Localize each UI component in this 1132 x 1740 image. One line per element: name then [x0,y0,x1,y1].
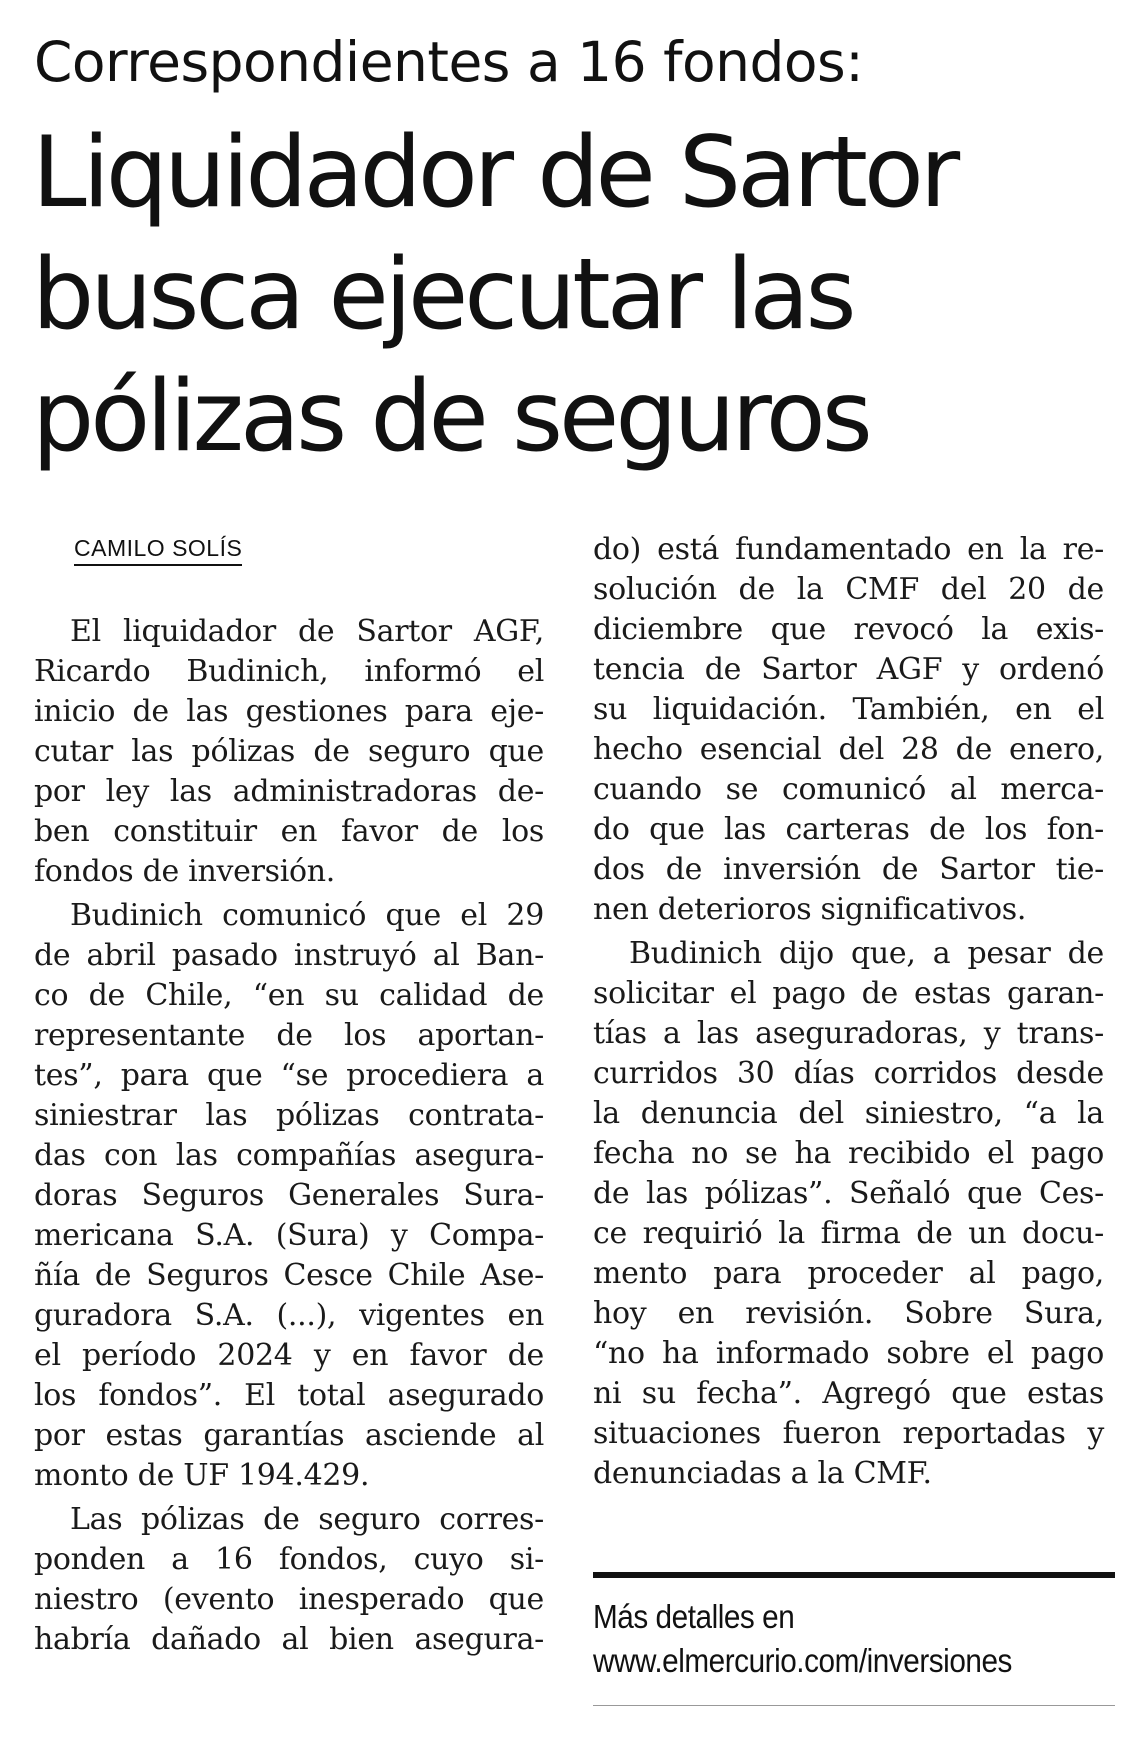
body-text-line: mento para proceder al pago, [593,1256,1104,1291]
body-text-line: representante de los aportan- [34,1018,544,1053]
footer-rule [593,1572,1115,1578]
body-text-line: ni su fecha”. Agregó que estas [593,1376,1104,1411]
body-text-line: el período 2024 y en favor de [34,1338,544,1373]
body-text-line: nen deterioros significativos. [593,892,1027,927]
body-text-line: doras Seguros Generales Sura- [34,1178,544,1213]
headline-line: Liquidador de Sartor [32,116,957,230]
body-text-line: curridos 30 días corridos desde [593,1056,1104,1091]
body-text-line: do) está fundamentado en la re- [593,532,1104,567]
body-text-line: tes”, para que “se procediera a [34,1058,544,1093]
body-text-line: diciembre que revocó la exis- [593,612,1104,647]
headline [32,112,1112,478]
headline-line: busca ejecutar las [32,238,853,352]
kicker: Correspondientes a 16 fondos: [34,30,864,94]
body-text-line: cutar las pólizas de seguro que [34,734,544,769]
body-text-line: siniestrar las pólizas contrata- [34,1098,544,1133]
body-text-line: tencia de Sartor AGF y ordenó [593,652,1104,687]
byline: CAMILO SOLÍS [74,535,242,566]
body-text-line: ponden a 16 fondos, cuyo si- [34,1542,544,1577]
body-text-line: fondos de inversión. [34,854,336,889]
body-text-line: solución de la CMF del 20 de [593,572,1104,607]
body-text-line: denunciadas a la CMF. [593,1456,932,1491]
body-text-line: habría dañado al bien asegura- [34,1622,544,1657]
body-text-line: mericana S.A. (Sura) y Compa- [34,1218,544,1253]
body-text-line: Ricardo Budinich, informó el [34,654,544,689]
body-text-line: niestro (evento inesperado que [34,1582,544,1617]
body-column-left [34,612,544,1660]
body-text-line: ce requirió la firma de un docu- [593,1216,1104,1251]
body-text-line: la denuncia del siniestro, “a la [593,1096,1104,1131]
body-text-line: de las pólizas”. Señaló que Ces- [593,1176,1104,1211]
body-text-line: Budinich dijo que, a pesar de [629,936,1104,971]
body-column-right [593,530,1104,1494]
body-text-line: solicitar el pago de estas garan- [593,976,1104,1011]
body-text-line: guradora S.A. (...), vigentes en [34,1298,544,1333]
body-text-line: cuando se comunicó al merca- [593,772,1104,807]
body-text-line: El liquidador de Sartor AGF, [70,614,544,649]
body-text-line: das con las compañías asegura- [34,1138,544,1173]
body-text-line: fecha no se ha recibido el pago [593,1136,1104,1171]
body-text-line: de abril pasado instruyó al Ban- [34,938,544,973]
body-text-line: su liquidación. También, en el [593,692,1104,727]
footer-divider [593,1705,1115,1706]
body-text-line: do que las carteras de los fon- [593,812,1104,847]
body-text-line: ben constituir en favor de los [34,814,544,849]
body-text-line: tías a las aseguradoras, y trans- [593,1016,1104,1051]
body-text-line: dos de inversión de Sartor tie- [593,852,1104,887]
body-text-line: inicio de las gestiones para eje- [34,694,544,729]
body-text-line: “no ha informado sobre el pago [593,1336,1104,1371]
headline-line: pólizas de seguros [32,360,869,474]
body-text-line: los fondos”. El total asegurado [34,1378,544,1413]
body-text-line: co de Chile, “en su calidad de [34,978,544,1013]
body-text-line: Budinich comunicó que el 29 [70,898,544,933]
body-text-line: hecho esencial del 28 de enero, [593,732,1104,767]
body-text-line: hoy en revisión. Sobre Sura, [593,1296,1104,1331]
body-text-line: por estas garantías asciende al [34,1418,544,1453]
body-text-line: situaciones fueron reportadas y [593,1416,1104,1451]
more-details-box [593,1595,1063,1683]
body-text-line: Las pólizas de seguro corres- [70,1502,544,1537]
body-text-line: por ley las administradoras de- [34,774,544,809]
body-text-line: monto de UF 194.429. [34,1458,370,1493]
more-details-label: Más detalles en [593,1598,795,1635]
body-text-line: ñía de Seguros Cesce Chile Ase- [34,1258,544,1293]
more-details-link[interactable]: www.elmercurio.com/inversiones [593,1642,1012,1679]
